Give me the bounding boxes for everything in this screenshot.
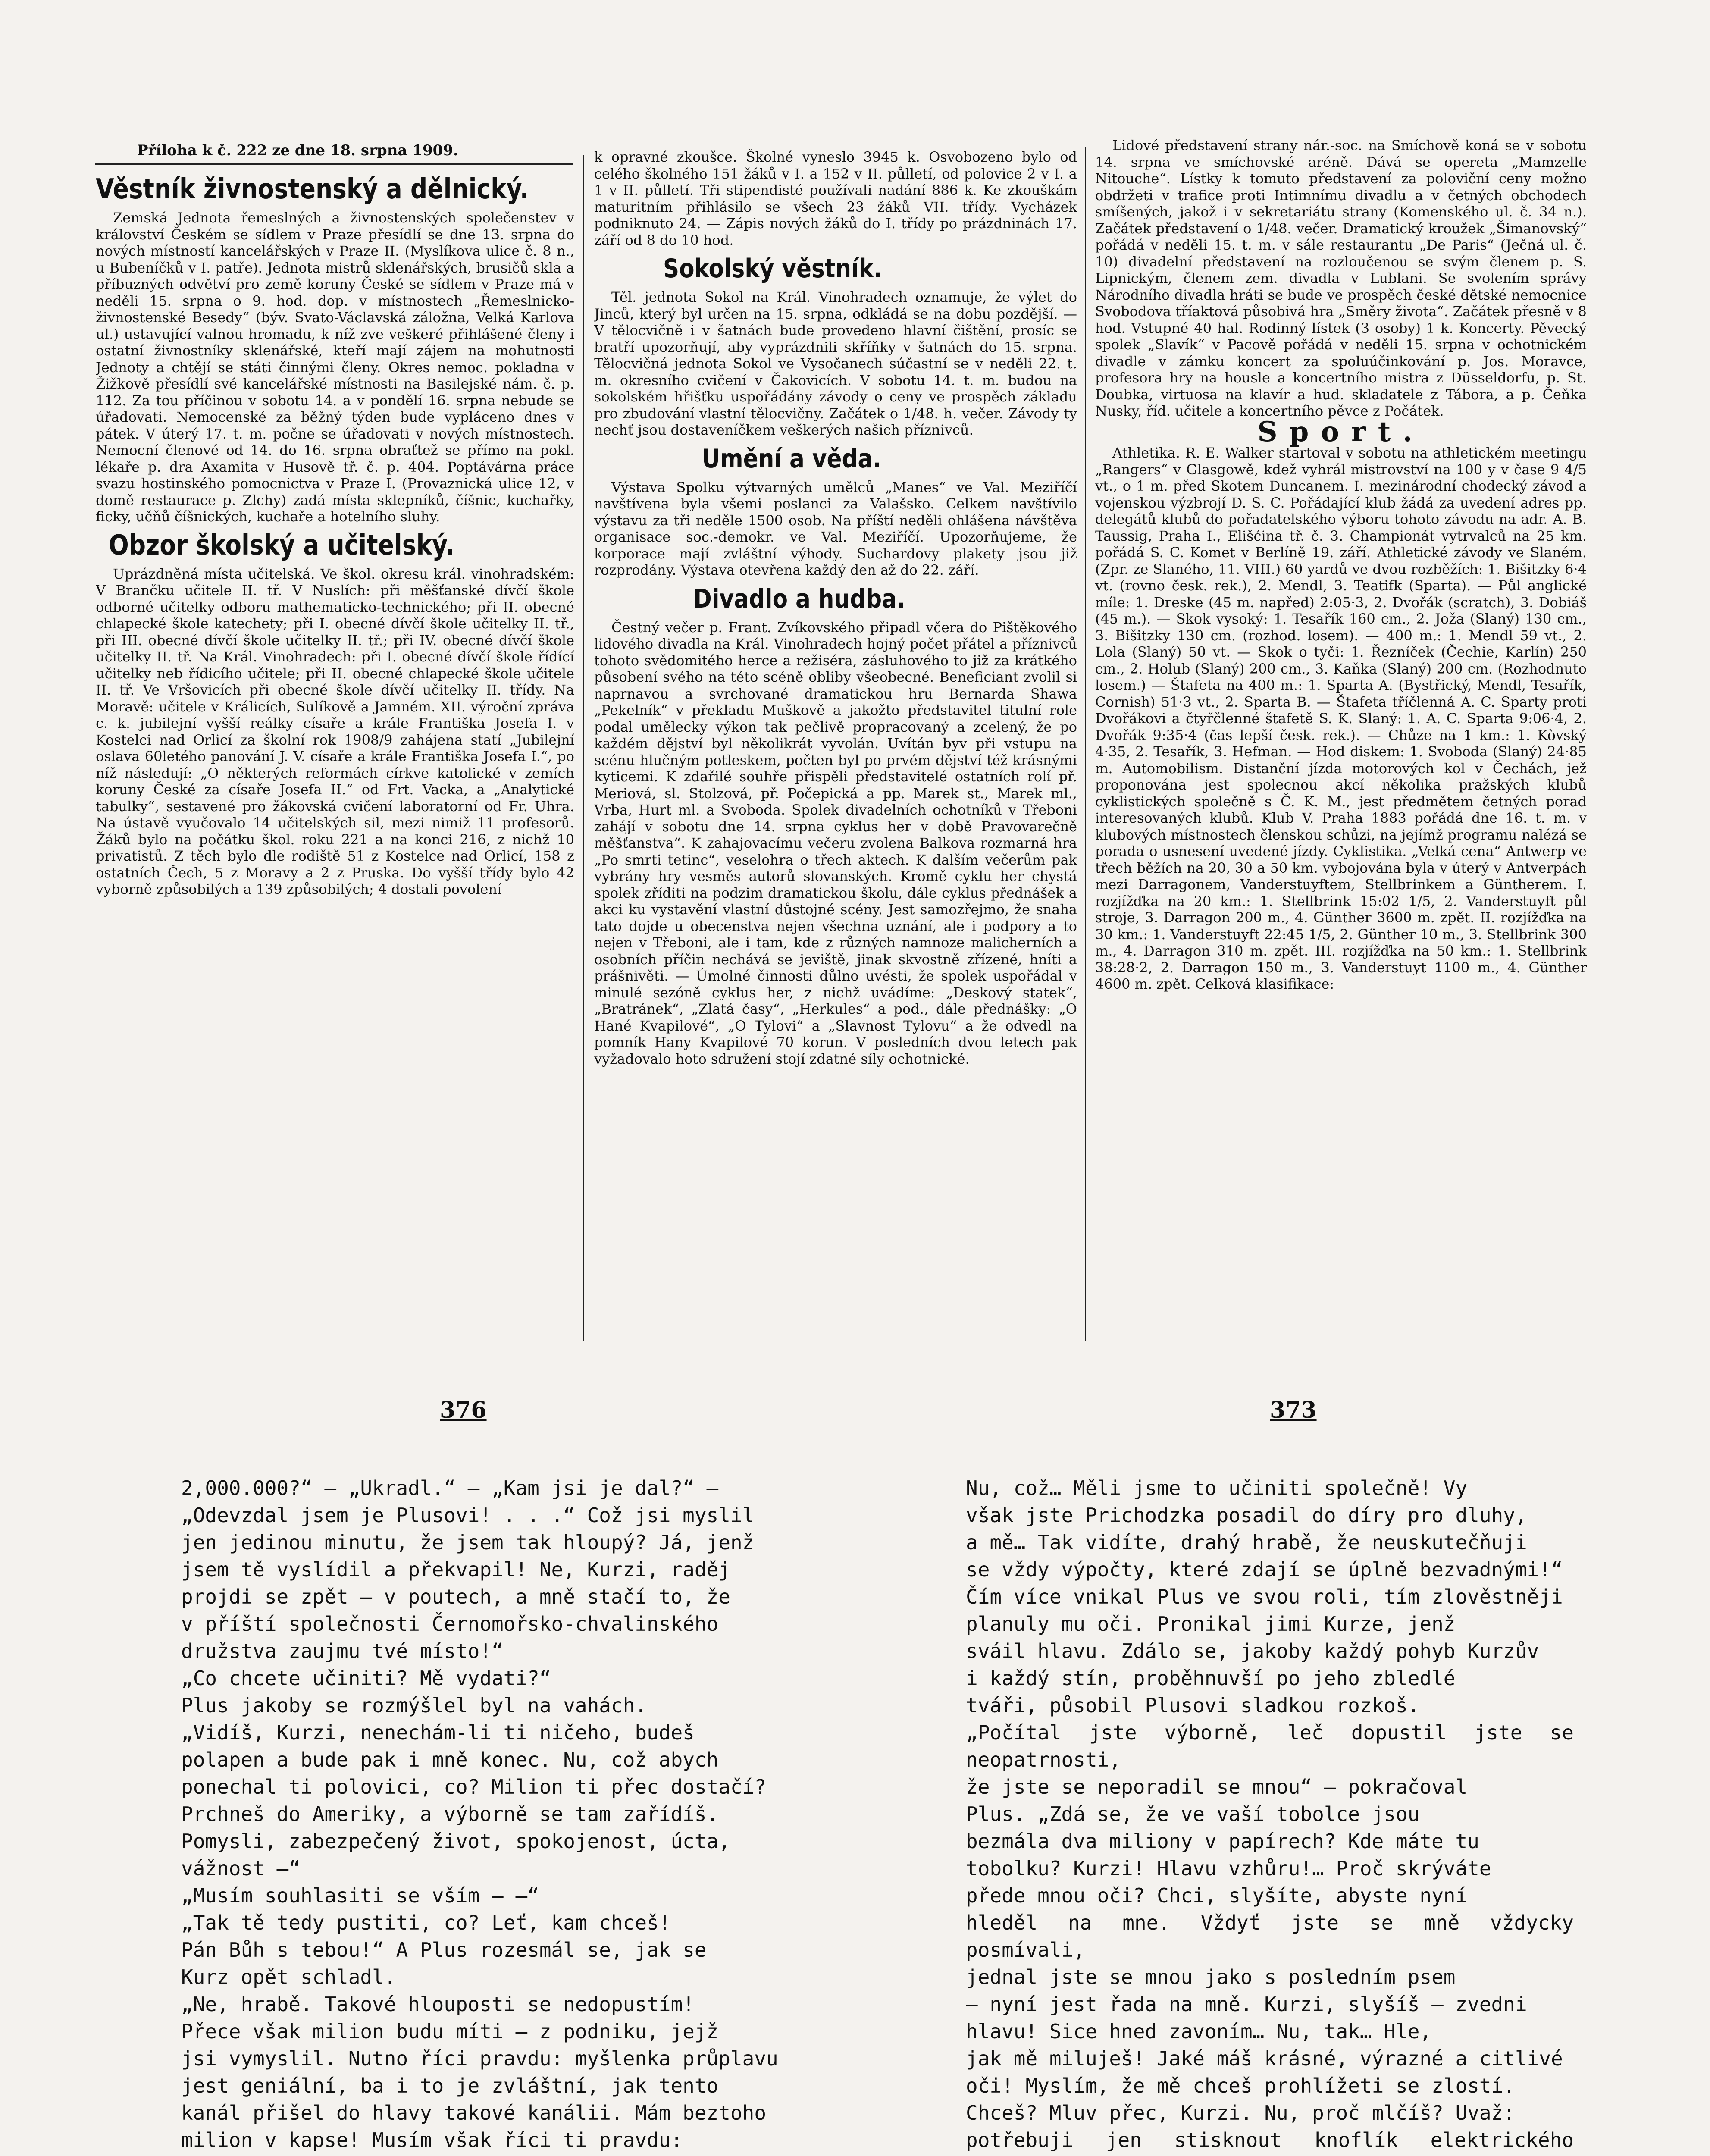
novel-line: — nyní jest řada na mně. Kurzi, slyšíš — zvedni — [966, 1993, 1527, 2016]
novel-line: oči! Myslím, že mě chceš prohlížeti se zlostí. — [966, 2074, 1515, 2097]
novel-line: přede mnou oči? Chci, slyšíte, abyste nyní — [966, 1884, 1468, 1907]
novel-line: Prchneš do Ameriky, a výborně se tam zařídíš. — [181, 1802, 719, 1826]
column-divider-2 — [1085, 147, 1086, 1341]
school-news-body: Uprázdněná místa učitelská. Ve škol. okresu král. vinohradském: V Brančku učitele II. tř. V Nuslích: při měšťanské dívčí škole odborné učitelky odboru mathematicko-technického; při II. obecné chlapecké škole katechety; při I. obecné dívčí škole učitelky II. tř., při III. obecné dívčí škole učitelky II. tř.; při IV. obecné dívčí škole učitelky II. tř. Na Král. Vinohradech: při I. obecné dívčí škole řídící učitelky neb řídicího učitele; při II. obecné chlapecké škole učitele II. tř. Ve Vršovicích při obecné škole dívčí učitelky II. třídy. Na Moravě: učitele v Králicích, Sulíkově a Jamném. XII. výroční zpráva c. k. jubilejní vyšší reálky císaře a krále Františka Josefa I. v Kostelci nad Orlicí za školní rok 1908/9 zahájena statí „Jubilejní oslava 60letého panování J. V. císaře a krále Františka Josefa I.“, po níž následují: „O některých reformách církve katolické v zemích koruny České za císaře Josefa II.“ od Frt. Vacka, a „Analytické tabulky“, sestavené pro žákovská cvičení laboratorní od Fr. Uhra. Na ústavě vyučovalo 14 učitelských sil, mezi nimiž 11 profesorů. Žáků bylo na počátku škol. roku 221 a na konci 216, z nichž 10 privatistů. Z těch bylo dle rodiště 51 z Kostelce nad Orlicí, 158 z ostatních Čech, 5 z Moravy a 2 z Pruska. Do vyšší třídy bylo 42 vyborně způsobilých a 139 způsobilých; 4 dostali povolení — [96, 565, 574, 897]
novel-line: jednal jste se mnou jako s posledním psem — [966, 1965, 1456, 1989]
section-title-sokol: Sokolský věstník. — [663, 254, 882, 284]
novel-line: jsem tě vyslídil a překvapil! Ne, Kurzi, raděj — [181, 1558, 730, 1581]
novel-line: „Odevzdal jsem je Plusovi! . . .“ Což jsi myslil — [181, 1504, 755, 1527]
novel-line: hleděl na mne. Vždyť jste se mně vždycky posmívali, — [966, 1911, 1574, 1962]
novel-line: planuly mu oči. Pronikal jimi Kurze, jenž — [966, 1612, 1456, 1636]
novel-line: hlavu! Sice hned zavoním… Nu, tak… Hle, — [966, 2020, 1432, 2043]
sport-news-body: Athletika. R. E. Walker startoval v sobotu na athletickém meetingu „Rangers“ v Glasgowě, kdež vyhrál mistrovství na 100 y v čase 9 4/5 vt., o 1 m. před Skotem Duncanem. I. mezinárodní chodecký závod a vojenskou výzbrojí D. S. C. Pořádající klub žádá za uvedení adres pp. delegátů klubů do pořadatelského výboru tohoto závodu na adr. A. B. Taussig, Praha I., Elišćina tř. č. 3. Championát vytrvalců na 25 km. pořádá S. C. Komet v Berlíně 19. září. Athletické závody ve Slaném. (Zpr. ze Slaného, 11. VIII.) 60 yardů ve dvou rozběžích: 1. Bišitzky 6·4 vt. (rovno česk. rek.), 2. Mendl, 3. Teatifk (Sparta). — Půl anglické míle: 1. Dreske (45 m. napřed) 2:05·3, 2. Dvořák (scratch), 3. Dobiáš (45 m.). — Skok vysoký: 1. Tesařík 160 cm., 2. Joža (Slaný) 130 cm., 3. Bišitzky 130 cm. (rozhod. losem). — 400 m.: 1. Mendl 59 vt., 2. Lola (Slaný) 50 vt. — Skok o tyči: 1. Řezníček (Čechie, Karlín) 250 cm., 2. Holub (Slaný) 200 cm., 3. Kaňka (Slaný) 200 cm. (Rozhodnuto losem.) — Štafeta na 400 m.: 1. Sparta A. (Bystřický, Mendl, Tesařík, Cornish) 51·3 vt., 2. Sparta B. — Štafeta tříčlenná A. C. Sparty proti Dvořákovi a čtyřčlenné štafetě S. K. Slaný: 1. A. C. Sparta 9:06·4, 2. Dvořák 9:35·4 (čas lepší česk. rek.). — Chůze na 1 km.: 1. Kòvský 4·35, 2. Tesařík, 3. Hefman. — Hod diskem: 1. Svoboda (Slaný) 24·85 m. Automobilism. Distanční jízda motorových kol v Čechách, jež proponována jest spolecnou akcí několika pražských klubů cyklistických společně s Č. K. M., jest předmětem četných porad interesovaných klubů. Klub V. Praha 1883 pořádá dne 16. t. m. v klubových místnostech členskou schůzi, na jejímž programu nalézá se porada o usnesení uvedené jízdy. Cyklistika. „Velká cena“ Antwerp ve třech běžích na 20, 30 a 50 km. vybojována byla v úterý v Antverpách mezi Darragonem, Vanderstuyftem, Stellbrinkem a Güntherem. I. rozjížďka na 20 km.: 1. Stellbrink 15:02 1/5, 2. Vanderstuyft půl stroje, 3. Darragon 200 m., 4. Günther 3600 m. zpět. II. rozjížďka na 30 km.: 1. Vanderstuyft 22:45 1/5, 2. Günther 10 m., 3. Stellbrink 300 m., 4. Darragon 310 m. zpět. III. rozjížďka na 50 km.: 1. Stellbrink 38:28·2, 2. Darragon 150 m., 3. Vanderstuyt 1100 m., 4. Günther 4600 m. zpět. Celková klasifikace: — [1095, 445, 1587, 992]
column-divider-1 — [583, 155, 584, 1341]
novel-line: Přece však milion budu míti — z podniku, jejž — [181, 2020, 719, 2043]
novel-page-left — [181, 1475, 780, 2156]
novel-line: bezmála dva miliony v papírech? Kde máte tu — [966, 1830, 1479, 1853]
novel-line: potřebuji jen stisknout knoflík elektrického — [966, 2128, 1574, 2152]
news-column-2 — [594, 149, 1077, 1339]
section-title-theatre: Divadlo a hudba. — [693, 583, 905, 614]
novel-line: se vždy výpočty, které zdají se úplně bezvadnými!“ — [966, 1558, 1563, 1581]
novel-line: Čím více vnikal Plus ve svou roli, tím zlověstněji — [966, 1585, 1563, 1608]
novel-line: a mě… Tak vidíte, drahý hrabě, že neuskutečňuji — [966, 1531, 1527, 1554]
novel-line: vážnost —“ — [181, 1857, 301, 1880]
supplement-header: Příloha k č. 222 ze dne 18. srpna 1909. — [137, 142, 458, 159]
novel-line: polapen a bude pak i mně konec. Nu, což abych — [181, 1748, 719, 1771]
news-column-1 — [96, 169, 574, 1340]
novel-line: Pán Bůh s tebou!“ A Plus rozesmál se, jak se — [181, 1938, 707, 1962]
school-news-continued: k opravné zkoušce. Školné vyneslo 3945 k. Osvobozeno bylo od celého školného 151 žáků v I. a 152 v II. půlletí, od polovice 2 v I. a 1 v II. půlletí. Tři stipendisté používali nadání 886 k. Ke zkouškám maturitním přihlásilo se všech 23 žáků VII. třídy. Vycházek podniknuto 24. — Zápis nových žáků do I. třídy po prázdninách 17. září od 8 do 10 hod. — [594, 149, 1077, 248]
novel-line: tobolku? Kurzi! Hlavu vzhůru!… Proč skrýváte — [966, 1857, 1491, 1880]
sokol-news-body: Těl. jednota Sokol na Král. Vinohradech oznamuje, že výlet do Jinců, který byl určen na 15. srpna, odkládá se na dobu pozdější. — V tělocvičně i v šatnách bude provedeno hlavní čištění, prosíc se bratří upozorňují, aby vyprázdnili skříňky v šatnách do 15. srpna. Tělocvičná jednota Sokol ve Vysočanech súčastní se v neděli 22. t. m. okresního cvičení v Čakovicích. V sobotu 14. t. m. budou na sokolském hřišťku uspořádány závody o ceny ve prospěch základu pro zbudování vlastní tělocvičny. Začátek o 1/48. h. večer. Závody ty nechť jsou dostaveníčkem veškerých našich příznivců. — [594, 289, 1077, 438]
section-title-school: Obzor školský a učitelský. — [109, 529, 454, 561]
novel-line: projdi se zpět — v poutech, a mně stačí to, že — [181, 1585, 730, 1608]
novel-line: ponechal ti polovici, co? Milion ti přec dostačí? — [181, 1775, 767, 1799]
novel-line: kanál přišel do hlavy takové kanálii. Mám beztoho — [181, 2101, 767, 2125]
novel-page-right — [966, 1475, 1574, 2156]
novel-line — [181, 2154, 780, 2156]
novel-line: 2,000.000?“ — „Ukradl.“ — „Kam jsi je dal?“ — — [181, 1476, 719, 1500]
novel-line: „Tak tě tedy pustiti, co? Leť, kam chceš! — [181, 1911, 671, 1934]
novel-line: však jste Prichodzka posadil do díry pro dluhy, — [966, 1504, 1527, 1527]
novel-line: i každý stín, proběhnuvší po jeho zbledlé — [966, 1667, 1456, 1690]
novel-line: tváři, působil Plusovi sladkou rozkoš. — [966, 1694, 1420, 1717]
news-column-3 — [1095, 137, 1587, 1340]
novel-line: „Počítal jste výborně, leč dopustil jste se neopatrnosti, — [966, 1721, 1574, 1771]
novel-line: Kurz opět schladl. — [181, 1965, 396, 1989]
novel-line: jen jedinou minutu, že jsem tak hloupý? Já, jenž — [181, 1531, 755, 1554]
novel-line: že jste se neporadil se mnou“ — pokračoval — [966, 1775, 1468, 1799]
art-news-body: Výstava Spolku výtvarných umělců „Manes“ ve Val. Meziříčí navštívena byla všemi poslanci za Valašsko. Celkem navštívilo výstavu za tři neděle 1500 osob. Na příští neděli ohlášena návštěva organisace soc.-demokr. ve Val. Meziříčí. Upozorňujeme, že korporace mají zvláštní výhody. Suchardovy plakety jsou již rozprodány. Výstava otevřena každý den až do 22. září. — [594, 479, 1077, 578]
novel-line: Pomysli, zabezpečený život, spokojenost, úcta, — [181, 1830, 730, 1853]
novel-line: Plus jakoby se rozmýšlel byl na vahách. — [181, 1694, 647, 1717]
theatre-news-body: Čestný večer p. Frant. Zvíkovského připadl včera do Pištěkového lidového divadla na Král. Vinohradech hojný počet přátel a příznivců tohoto svědomitého herce a režiséra, zásluhového to již za krátkého působení svého na této scéně obliby všeobecné. Beneficiant zvolil si naprnavou a svrchované dramatickou hru Bernarda Shawa „Pekelník“ v překladu Muškově a jakožto představitel titulní role podal umělecky výkon tak pečlivě propracovaný a zcelený, že po každém dějství byl několikrát vyvolán. Uvítán byv při vstupu na scénu hlučným potleskem, počten byl po prvém dějství též krásnými kyticemi. K zdařilé souhře přispěli představitelé ostatních rolí př. Meriová, sl. Stolzová, př. Počepická a pp. Marek st., Marek ml., Vrba, Hurt ml. a Svoboda. Spolek divadelních ochotníků v Třeboni zahájí v sobotu dne 14. srpna cyklus her v době Pravovarečně měšťanstva“. K zahajovacímu večeru zvolena Balkova rozmarná hra „Po smrti tetinc“, veselohra o třech aktech. K dalším večerům pak vybrány hry vesměs autorů slovanských. Kromě cyklu her chystá spolek zříditi na podzim dramatickou školu, dále cyklus přednášek a akci ku vystavění vlastní důstojné scény. Jest samozřejmo, že snaha tato dojde u obecenstva nejen všechna uznání, ale i podpory a to nejen v Třeboni, ale i tam, kde z různých namnoze malicherních a osobních příčin nechává se jeviště, jinak skvostně zřízené, hníti a prášnivěti. — Úmolné činnosti důlno uvésti, že spolek uspořádal v minulé sezóně cyklus her, z nichž uvádíme: „Deskový statek“, „Bratránek“, „Zlatá časy“, „Herkules“ a pod., dále přednášky: „O Hané Kvapilové“, „O Tylovi“ a „Slavnost Tylovu“ a že odvedl na pomník Hany Kvapilové 70 korun. V posledních dvou letech pak vyžadovalo hoto sdružení stojí zdatné síly ochotnické. — [594, 619, 1077, 1067]
section-title-trade: Věstník živnostenský a dělnický. — [96, 173, 529, 205]
novel-line: jest geniální, ba i to je zvláštní, jak tento — [181, 2074, 719, 2097]
novel-line: „Ne, hrabě. Takové hlouposti se nedopustím! — [181, 1993, 695, 2016]
novel-line: jak mě miluješ! Jaké máš krásné, výrazné a citlivé — [966, 2047, 1563, 2070]
novel-line: Plus. „Zdá se, že ve vaší tobolce jsou — [966, 1802, 1420, 1826]
novel-line: sváil hlavu. Zdálo se, jakoby každý pohyb Kurzův — [966, 1639, 1539, 1663]
novel-line: družstva zaujmu tvé místo!“ — [181, 1639, 504, 1663]
theatre-news-continued: Lidové představení strany nár.-soc. na Smíchově koná se v sobotu 14. srpna ve smíchovské aréně. Dává se opereta „Mamzelle Nitouche“. Lístky k tomuto představení za poloviční ceny možno obdržeti v trafice proti Intimnímu divadlu a v četných obchodech smíšených, jakož i v sekretariátu strany (Komenského ul. č. 34 n.). Začátek představení o 1/48. večer. Dramatický kroužek „Šimanovský“ pořádá v neděli 15. t. m. v sále restaurantu „De Paris“ (Ječná ul. č. 10) divadelní představení na rozloučenou se svým členem p. S. Lipnickým, členem zem. divadla v Lublani. Se svolením správy Národního divadla hráti se bude ve prospěch české dětské nemocnice Svobodova tříaktová působivá hra „Směry života“. Začátek přesně v 8 hod. Vstupné 40 hal. Rodinný lístek (3 osoby) 1 k. Koncerty. Pěvecký spolek „Slavík“ v Pacově pořádá v neděli 15. srpna v ochotnickém divadle v zámku koncert za spoluúčinkování p. Jos. Moravce, profesora hry na housle a koncertního mistra z Düsseldorfu, p. St. Doubka, virtuosa na klavír a hud. skladatele z Tábora, a p. Čeňka Nusky, říd. učitele a koncertního pěvce z Počátek. — [1095, 137, 1587, 419]
novel-line: „Vidíš, Kurzi, nenechám-li ti ničeho, budeš — [181, 1721, 695, 1744]
trade-news-body: Zemská Jednota řemeslných a živnostenských společenstev v království Českém se sídlem v Praze přesídlí se dne 13. srpna do nových místností kancelářských v Praze II. (Myslíkova ulice č. 8 n., u Bubeníčků v I. patře). Jednota mistrů sklenářských, brusičů skla a příbuzných odvětví pro země koruny České se sídlem v Praze má v neděli 15. srpna o 9. hod. dop. v místnostech „Řemeslnicko-živnostenské Besedy“ (býv. Svato-Václavská záložna, Velká Karlova ul.) ustavující valnou hromadu, k níž zve veškeré přihlášené členy i ostatní živnostníky sklenářské, kteří mají zájem na mohutnosti Jednoty a chtějí se státi činnými členy. Okres nemoc. pokladna v Žižkově přesídlí své kancelářské místnosti na Basilejské nám. č. p. 112. Za tou příčinou v sobotu 14. a v pondělí 16. srpna nebude se úřadovati. Nemocenské za běžný týden bude vypláceno dnes v pátek. V úterý 17. t. m. počne se úřadovati v nových místnostech. Nemocní členové od 14. do 16. srpna obraťtež se přímo na pokl. lékaře p. dra Axamita v Husově tř. č. p. 404. Poptávárna práce svazu hostinského pomocnictva v Praze I. (Provaznická ulice 12, v domě restaurace p. Zlchy) zadá místa sklepníků, číšnic, kuchařky, ficky, učňů číšnických, kuchaře a hotelního sluhy. — [96, 210, 574, 525]
novel-line: v příští společnosti Černomořsko-chvalinského — [181, 1612, 719, 1636]
novel-line: „Musím souhlasiti se vším — —“ — [181, 1884, 539, 1907]
novel-line: milion v kapse! Musím však říci ti pravdu: — [181, 2128, 683, 2152]
header-rule — [95, 163, 573, 165]
section-title-sport: Sport. — [1257, 415, 1425, 448]
novel-line: Nu, což… Měli jsme to učiniti společně! Vy — [966, 1476, 1468, 1500]
novel-line: jsi vymyslil. Nutno říci pravdu: myšlenka průplavu — [181, 2047, 778, 2070]
page-number-left: 376 — [440, 1397, 487, 1423]
novel-line: „Co chcete učiniti? Mě vydati?“ — [181, 1667, 551, 1690]
page-number-right: 373 — [1270, 1397, 1317, 1423]
section-title-art: Umění a věda. — [702, 443, 881, 474]
novel-line: Chceš? Mluv přec, Kurzi. Nu, proč mlčíš? Uvaž: — [966, 2101, 1515, 2125]
